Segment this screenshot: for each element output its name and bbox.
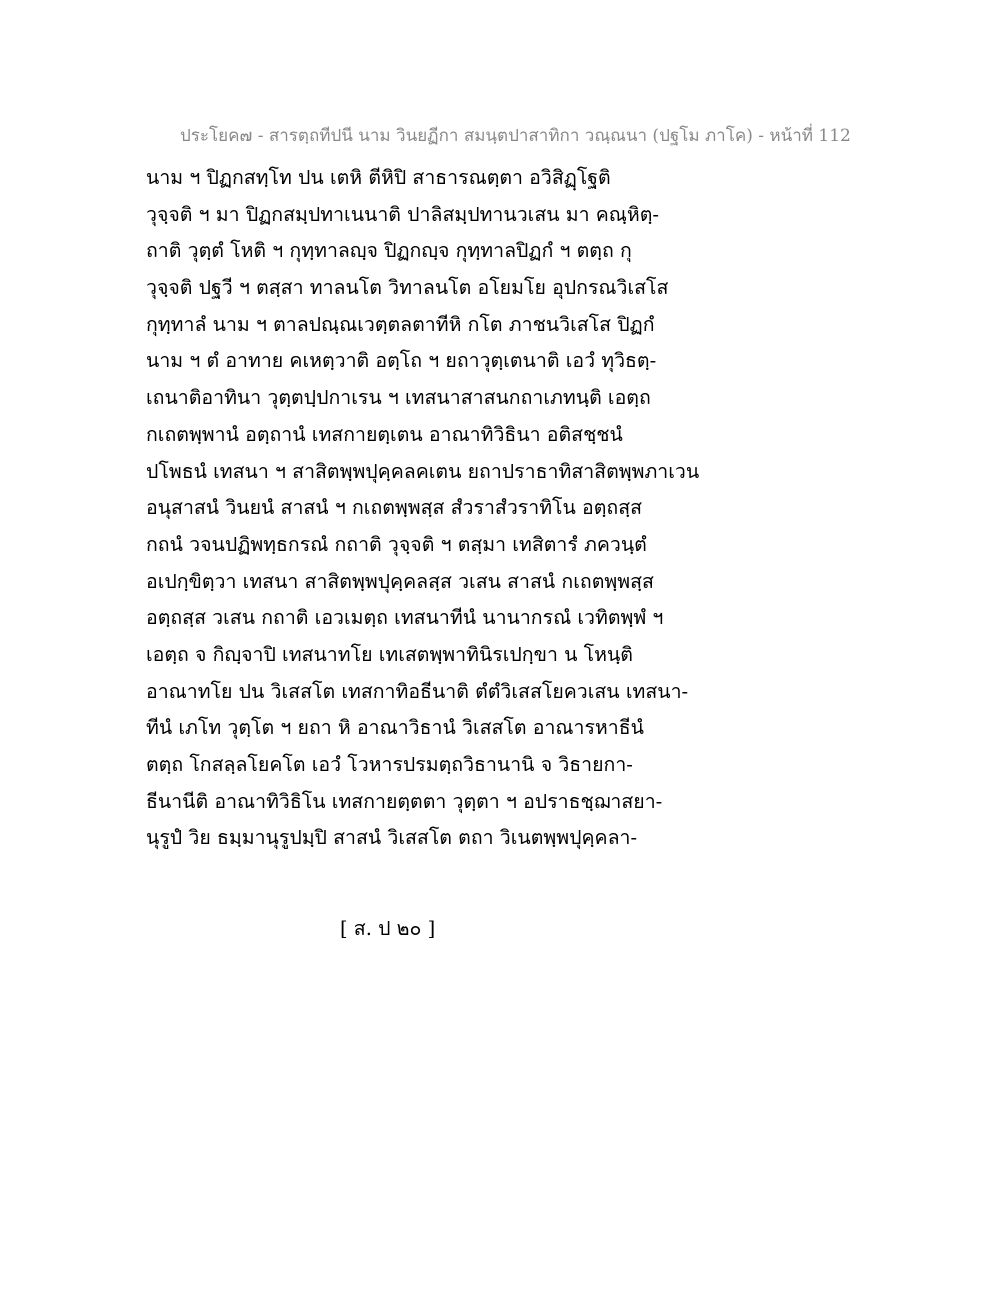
text-line: อตฺถสฺส วเสน กถาติ เอวเมตฺถ เทสนาทีนํ นานากรณํ เวทิตพฺพํ ฯ (146, 606, 664, 630)
text-line: กุทฺทาลํ นาม ฯ ตาลปณฺณเวตฺตลตาทีหิ กโต ภาชนวิเสโส ปิฏกํ (146, 312, 655, 336)
page-reference: [ ส. ป ๒๐ ] (340, 917, 436, 940)
text-line: เถนาติอาทินา วุตฺตปฺปกาเรน ฯ เทสนาสาสนกถาเภทนฺติ เอตฺถ (146, 386, 651, 410)
body-text (146, 160, 706, 857)
text-line: อเปกฺขิตฺวา เทสนา สาสิตพฺพปุคฺคลสฺส วเสน สาสนํ กเถตพฺพสฺส (146, 569, 654, 593)
text-line: นุรูปํ วิย ธมฺมานุรูปมฺปิ สาสนํ วิเสสโต ตถา วิเนตพฺพปุคฺคลา- (146, 826, 638, 850)
text-line: เอตฺถ จ กิญฺจาปิ เทสนาทโย เทเสตพฺพาทินิรเปกฺขา น โหนฺติ (146, 642, 633, 666)
text-line: ถาติ วุตฺตํ โหติ ฯ กุทฺทาลญฺจ ปิฏกญฺจ กุทฺทาลปิฏกํ ฯ ตตฺถ กุ (146, 239, 632, 263)
text-line: ธีนานีติ อาณาทิวิธิโน เทสกายตฺตตา วุตฺตา ฯ อปราธชฺฌาสยา- (146, 789, 663, 813)
text-line: กเถตพฺพานํ อตฺถานํ เทสกายตฺเตน อาณาทิวิธินา อติสชฺชนํ (146, 422, 623, 446)
text-line: ตตฺถ โกสลฺลโยคโต เอวํ โวหารปรมตฺถวิธานานิ จ วิธายกา- (146, 753, 633, 776)
text-line: นาม ฯ ตํ อาทาย คเหตฺวาติ อตฺโถ ฯ ยถาวุตฺเตนาติ เอวํ ทุวิธตฺ- (146, 349, 657, 373)
text-line: อาณาทโย ปน วิเสสโต เทสกาทิอธีนาติ ตํตํวิเสสโยควเสน เทสนา- (146, 679, 689, 703)
text-line: นาม ฯ ปิฏกสทฺโท ปน เตหิ ตีหิปิ สาธารณตฺตา อวิสิฏฺโฐติ (146, 166, 611, 189)
text-line: กถนํ วจนปฏิพทฺธกรณํ กถาติ วุจฺจติ ฯ ตสฺมา เทสิตารํ ภควนฺตํ (146, 532, 647, 556)
text-line: อนุสาสนํ วินยนํ สาสนํ ฯ กเถตพฺพสฺส สํวราสํวราทิโน อตฺถสฺส (146, 496, 643, 520)
text-line: วุจฺจติ ฯ มา ปิฏกสมฺปทาเนนาติ ปาลิสมฺปทานวเสน มา คณฺหิตฺ- (146, 202, 659, 226)
text-line: ปโพธนํ เทสนา ฯ สาสิตพฺพปุคฺคลคเตน ยถาปราธาทิสาสิตพฺพภาเวน (146, 459, 700, 483)
text-line: วุจฺจติ ปฐวี ฯ ตสฺสา ทาลนโต วิทาลนโต อโยมโย อุปกรณวิเสโส (146, 276, 669, 300)
running-header: ประโยค๗ - สารตฺถทีปนี นาม วินยฏีกา สมนฺตปาสาทิกา วณฺณนา (ปฐโม ภาโค) - หน้าที่ 112 (180, 126, 851, 146)
text-line: ทีนํ เภโท วุตฺโต ฯ ยถา หิ อาณาวิธานํ วิเสสโต อาณารหาธีนํ (146, 716, 644, 740)
